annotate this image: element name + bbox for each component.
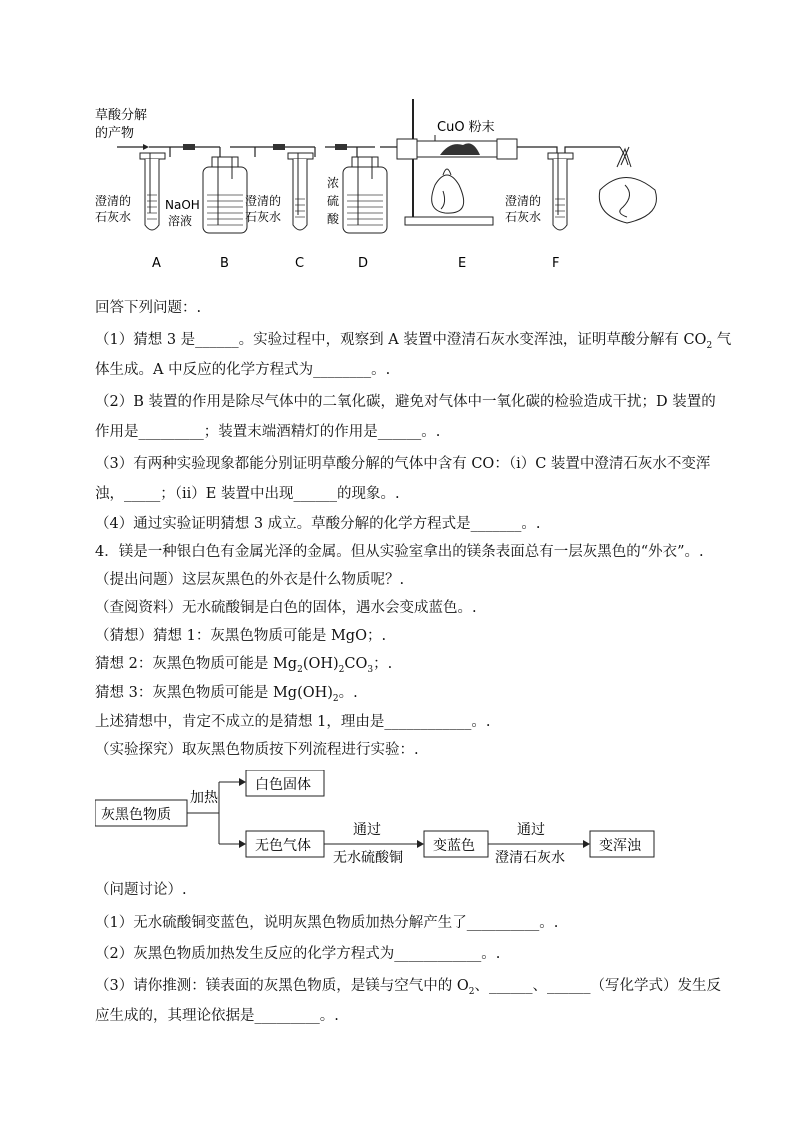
guess-2-text: 猜想 2：灰黑色物质可能是 Mg — [95, 656, 298, 672]
label-cuo: CuO 粉末 — [437, 120, 495, 135]
q4-line: （4）通过实验证明猜想 3 成立。草酸分解的化学方程式是_______。. — [95, 516, 541, 532]
reference-line: （查阅资料）无水硫酸铜是白色的固体，遇水会变成蓝色。. — [95, 600, 477, 616]
flow-turbid: 变浑浊 — [599, 838, 641, 854]
q2-line-2: 作用是_________；装置末端酒精灯的作用是______。. — [95, 424, 441, 440]
flow-blue: 变蓝色 — [433, 838, 475, 854]
conclusion-line: 上述猜想中，肯定不成立的是猜想 1，理由是____________。. — [95, 714, 491, 730]
guess-2-sub2: 2 — [338, 664, 345, 675]
label-f-1: 澄清的 — [505, 194, 542, 208]
apparatus-b — [165, 157, 247, 233]
discussion-3-text: （3）请你推测：镁表面的灰黑色物质，是镁与空气中的 O — [95, 978, 469, 994]
guess-2-end: ；. — [373, 656, 393, 672]
q3-line-1: （3）有两种实验现象都能分别证明草酸分解的气体中含有 CO：（i）C 装置中澄清石灰水不变浑 — [95, 456, 711, 472]
label-d-2: 硫 — [327, 194, 340, 208]
label-d-3: 酸 — [327, 212, 340, 226]
flow-white-solid: 白色固体 — [255, 777, 311, 793]
discussion-1: （1）无水硫酸铜变蓝色，说明灰黑色物质加热分解产生了__________。. — [95, 915, 559, 931]
q3-line-2: 浊，_____；（ii）E 装置中出现______的现象。. — [95, 486, 400, 502]
intro-line: 回答下列问题：. — [95, 300, 202, 316]
q1-text-a: （1）猜想 3 是______。实验过程中，观察到 A 装置中澄清石灰水变浑浊，证明草酸分解有 CO — [95, 332, 707, 348]
guess-2-oh: (OH) — [302, 656, 339, 672]
label-a-1: 澄清的 — [95, 194, 132, 208]
problem-4-line: 4．镁是一种银白色有金属光泽的金属。但从实验室拿出的镁条表面总有一层灰黑色的“外衣”。. — [95, 544, 704, 560]
input-label-2: 的产物 — [95, 126, 135, 141]
guess-3-line — [95, 683, 358, 709]
arrow-icon — [417, 840, 424, 848]
q1-text-end: 气 — [712, 332, 732, 348]
label-b-2: 溶液 — [168, 214, 193, 228]
letter-a: A — [152, 256, 161, 271]
discussion-3-line-1 — [95, 976, 721, 1002]
guess-2-line — [95, 654, 392, 680]
discussion-heading: （问题讨论）. — [95, 882, 187, 898]
arrow-icon — [143, 144, 149, 150]
guess-2-sub1: 2 — [297, 664, 303, 675]
arrow-icon — [583, 840, 590, 848]
apparatus-a — [95, 153, 165, 230]
apparatus-c — [245, 153, 313, 230]
connector-cd — [335, 144, 347, 150]
end-burner — [599, 147, 656, 223]
arrow-icon — [239, 778, 246, 786]
burner-e — [432, 175, 464, 213]
flow-start: 灰黑色物质 — [101, 807, 171, 823]
flow-via-2: 通过 — [517, 822, 545, 838]
connector-bc — [273, 144, 285, 150]
label-a-2: 石灰水 — [95, 210, 132, 224]
discussion-3-rest: 、______、______（写化学式）发生反 — [474, 978, 721, 994]
letter-b: B — [220, 256, 229, 271]
letter-c: C — [295, 256, 305, 271]
guess-1-line: （猜想）猜想 1：灰黑色物质可能是 MgO；. — [95, 628, 387, 644]
guess-2-sub3: 3 — [367, 664, 374, 675]
flow-via-1: 通过 — [353, 822, 381, 838]
q1-line-2: 体生成。A 中反应的化学方程式为________。. — [95, 362, 391, 378]
letter-f: F — [552, 256, 560, 271]
q1-line-1 — [95, 330, 731, 356]
label-f-2: 石灰水 — [505, 210, 542, 224]
label-c-2: 石灰水 — [245, 210, 282, 224]
guess-3-text: 猜想 3：灰黑色物质可能是 Mg(OH) — [95, 685, 333, 701]
discussion-3-line-2: 应生成的，其理论依据是_________。. — [95, 1008, 339, 1024]
apparatus-diagram — [95, 95, 700, 285]
apparatus-d — [327, 157, 387, 233]
flow-heat: 加热 — [190, 790, 218, 806]
guess-3-end: 。. — [338, 685, 358, 701]
q2-line-1: （2）B 装置的作用是除尽气体中的二氧化碳，避免对气体中一氧化碳的检验造成干扰；D 装置的 — [95, 394, 716, 410]
input-label-1: 草酸分解 — [95, 108, 148, 123]
apparatus-letters — [152, 256, 559, 271]
q1-sub: 2 — [706, 340, 713, 351]
arrow-icon — [239, 840, 246, 848]
ask-line: （提出问题）这层灰黑色的外衣是什么物质呢？. — [95, 572, 405, 588]
discussion-3-sub: 2 — [468, 986, 475, 997]
connector-ab — [183, 144, 195, 150]
flow-diagram — [95, 770, 665, 870]
letter-d: D — [358, 256, 369, 271]
label-d-1: 浓 — [327, 176, 340, 190]
guess-3-sub: 2 — [332, 693, 339, 704]
explore-line: （实验探究）取灰黑色物质按下列流程进行实验：. — [95, 742, 419, 758]
label-c-1: 澄清的 — [245, 194, 282, 208]
discussion-2: （2）灰黑色物质加热发生反应的化学方程式为____________。. — [95, 946, 501, 962]
label-b-1: NaOH — [165, 198, 200, 212]
flow-limewater: 澄清石灰水 — [495, 850, 565, 866]
letter-e: E — [458, 256, 467, 271]
flow-gas: 无色气体 — [255, 838, 311, 854]
guess-2-co: CO — [344, 656, 368, 672]
flow-cuso4: 无水硫酸铜 — [333, 850, 403, 866]
